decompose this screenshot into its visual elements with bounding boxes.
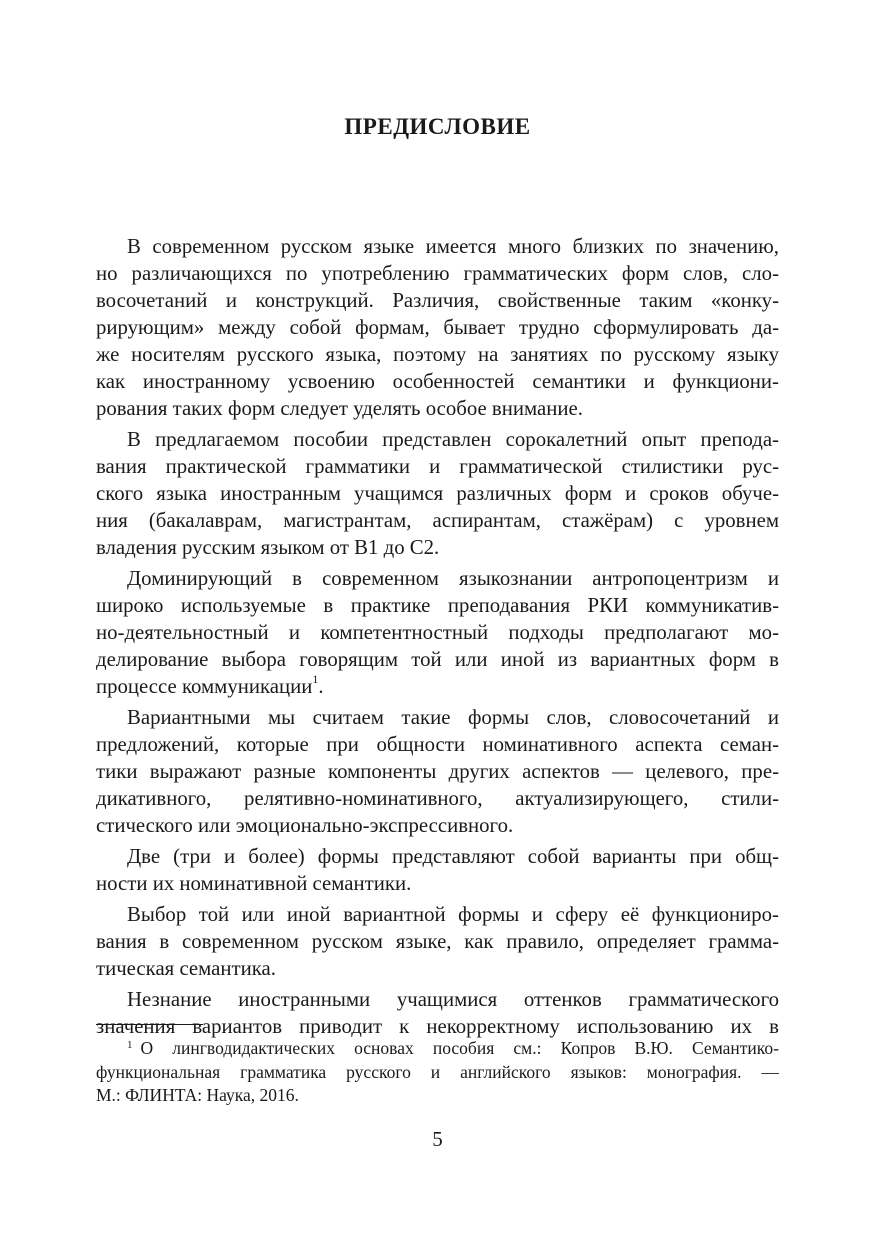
footnote [96, 1037, 779, 1108]
sentence-end: . [318, 675, 324, 698]
paragraph [96, 426, 779, 561]
text-line: дикативного, релятивно-номинативного, актуализирующего, стили- [96, 787, 779, 810]
paragraph [96, 843, 779, 897]
text-line: тики выражают разные компоненты других аспектов — целевого, пре- [96, 760, 779, 783]
text-line-content: процессе коммуникации [96, 675, 313, 698]
footnote-reference[interactable]: 1 [312, 673, 319, 687]
footnote-mark: 1 [127, 1039, 133, 1051]
footnote-line: функциональная грамматика русского и английского языков: монография. — [96, 1061, 779, 1082]
text-line: тическая семантика. [96, 957, 276, 980]
page-title: ПРЕДИСЛОВИЕ [344, 114, 531, 139]
text-line: Незнание иностранными учащимися оттенков грамматического [127, 988, 779, 1011]
text-line: В современном русском языке имеется много близких по значению, [127, 235, 779, 258]
paragraph [96, 901, 779, 982]
text-line: ния (бакалаврам, магистрантам, аспирантам, стажёрам) с уровнем [96, 509, 779, 532]
text-line: В предлагаемом пособии представлен сорокалетний опыт препода- [127, 428, 779, 451]
text-line: широко используемые в практике преподавания РКИ коммуникатив- [96, 594, 779, 617]
book-page [96, 0, 779, 1241]
text-line: стического или эмоционально-экспрессивного. [96, 814, 514, 837]
text-line: Выбор той или иной вариантной формы и сферу её функциониро- [127, 903, 779, 926]
footnote-text: О лингводидактических основах пособия см.: Копров В.Ю. Семантико- [140, 1038, 779, 1058]
page-number: 5 [432, 1127, 443, 1151]
text-line: Доминирующий в современном языкознании антропоцентризм и [127, 567, 779, 590]
text-line [96, 673, 779, 700]
text-line: как иностранному усвоению особенностей семантики и функциони- [96, 370, 779, 393]
text-line: значения вариантов приводит к некорректному использованию их в [96, 1015, 779, 1038]
footnote-line: М.: ФЛИНТА: Наука, 2016. [96, 1085, 299, 1105]
text-line: предложений, которые при общности номинативного аспекта семан- [96, 733, 779, 756]
text-line: Две (три и более) формы представляют собой варианты при общ- [127, 845, 779, 868]
text-line: ского языка иностранным учащимся различных форм и сроков обуче- [96, 482, 779, 505]
text-line: владения русским языком от В1 до С2. [96, 536, 440, 559]
footnote-divider [96, 1024, 203, 1025]
paragraph [96, 704, 779, 839]
text-line: но-деятельностный и компетентностный подходы предполагают мо- [96, 621, 779, 644]
text-line: рирующим» между собой формам, бывает трудно сформулировать да- [96, 316, 779, 339]
body-text [96, 233, 779, 1044]
paragraph [96, 233, 779, 422]
text-line: делирование выбора говорящим той или иной из вариантных форм в [96, 648, 779, 671]
text-line: вания в современном русском языке, как правило, определяет грамма- [96, 930, 779, 953]
paragraph [96, 565, 779, 700]
text-line: рования таких форм следует уделять особое внимание. [96, 397, 583, 420]
text-line: восочетаний и конструкций. Различия, свойственные таким «конку- [96, 289, 779, 312]
footnote-line [96, 1037, 779, 1061]
text-line: Вариантными мы считаем такие формы слов, словосочетаний и [127, 706, 779, 729]
text-line: но различающихся по употреблению грамматических форм слов, сло- [96, 262, 779, 285]
text-line: вания практической грамматики и грамматической стилистики рус- [96, 455, 779, 478]
text-line: ности их номинативной семантики. [96, 872, 412, 895]
text-line: же носителям русского языка, поэтому на занятиях по русскому языку [96, 343, 779, 366]
paragraph [96, 986, 779, 1040]
